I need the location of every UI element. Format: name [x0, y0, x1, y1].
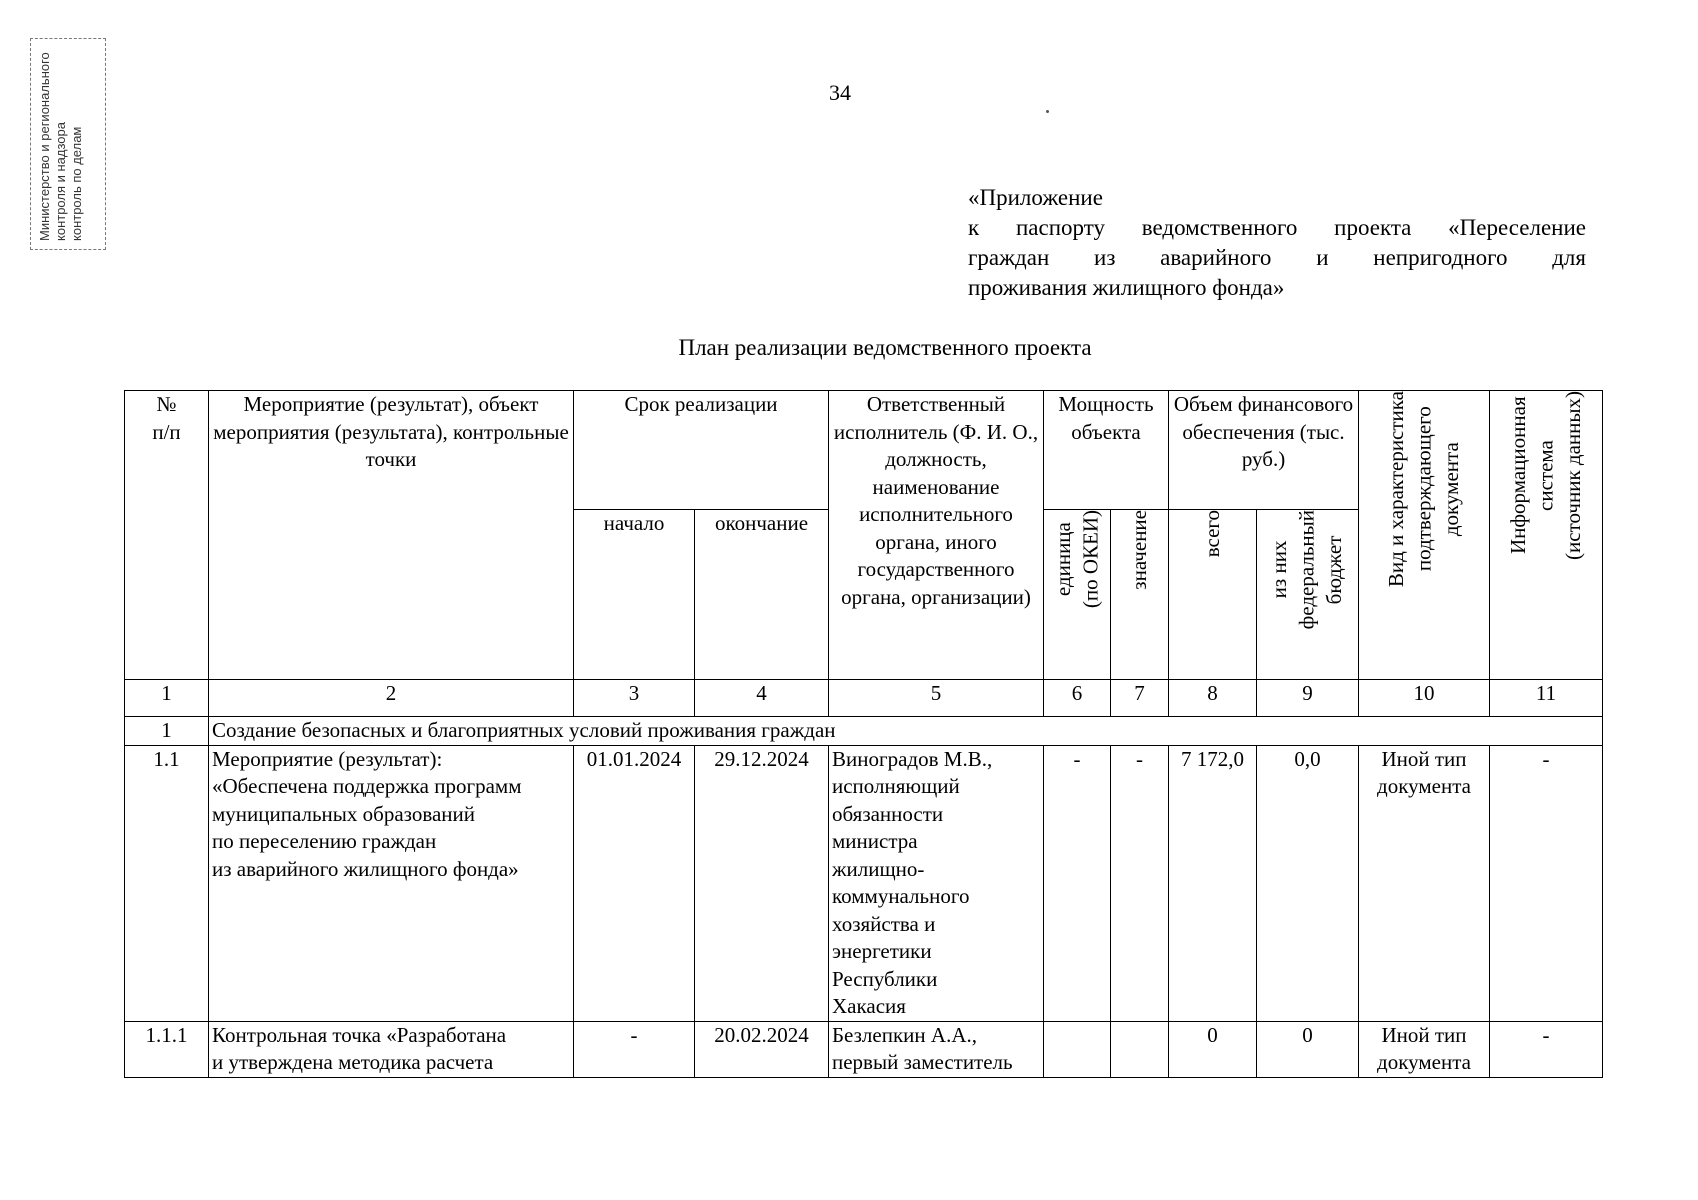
- appendix-line: граждан из аварийного и непригодного для: [968, 245, 1586, 270]
- row-total: 0: [1169, 1021, 1257, 1077]
- row-value: [1111, 1021, 1169, 1077]
- scan-speck: [1046, 110, 1049, 113]
- header-finance-total: всего: [1169, 510, 1257, 680]
- column-number: 4: [695, 680, 829, 717]
- appendix-line: проживания жилищного фонда»: [968, 275, 1285, 300]
- row-unit: [1044, 1021, 1111, 1077]
- header-capacity: Мощность объекта: [1044, 391, 1169, 510]
- appendix-caption: [968, 183, 1586, 303]
- header-finance-federal: из них федеральный бюджет: [1257, 510, 1359, 680]
- column-number: 6: [1044, 680, 1111, 717]
- column-number: 8: [1169, 680, 1257, 717]
- header-info-system: Информационная система (источник данных): [1490, 391, 1603, 680]
- row-federal: 0: [1257, 1021, 1359, 1077]
- document-title: План реализации ведомственного проекта: [678, 335, 1092, 360]
- row-event: Контрольная точка «Разработана и утверждена методика расчета: [209, 1021, 574, 1077]
- header-doc-type: Вид и характеристика подтверждающего документа: [1359, 391, 1490, 680]
- row-info-system: -: [1490, 1021, 1603, 1077]
- row-doc-type: Иной тип документа: [1359, 1021, 1490, 1077]
- header-executor: Ответственный исполнитель (Ф. И. О., должность, наименование исполнительного органа, иного государственного органа, организации): [829, 391, 1044, 680]
- row-total: 7 172,0: [1169, 745, 1257, 1021]
- table-row: [125, 745, 1603, 1021]
- header-term-end: окончание: [695, 510, 829, 680]
- page-number: 34: [829, 80, 851, 105]
- row-info-system: -: [1490, 745, 1603, 1021]
- header-term: Срок реализации: [574, 391, 829, 510]
- table-header-row: [125, 391, 1603, 510]
- implementation-plan-table: [124, 390, 1603, 1078]
- row-event: Мероприятие (результат): «Обеспечена поддержка программ муниципальных образований по переселению граждан из аварийного жилищного фонда»: [209, 745, 574, 1021]
- row-value: -: [1111, 745, 1169, 1021]
- column-number: 2: [209, 680, 574, 717]
- column-number: 1: [125, 680, 209, 717]
- header-term-start: начало: [574, 510, 695, 680]
- row-executor: Безлепкин А.А., первый заместитель: [829, 1021, 1044, 1077]
- section-row: [125, 717, 1603, 746]
- appendix-line: к паспорту ведомственного проекта «Переселение: [968, 215, 1586, 240]
- header-num: № п/п: [125, 391, 209, 680]
- column-number: 10: [1359, 680, 1490, 717]
- column-number: 9: [1257, 680, 1359, 717]
- row-federal: 0,0: [1257, 745, 1359, 1021]
- header-capacity-unit: единица (по ОКЕИ): [1044, 510, 1111, 680]
- registration-stamp: [30, 38, 106, 250]
- row-end-date: 20.02.2024: [695, 1021, 829, 1077]
- row-num: 1.1.1: [125, 1021, 209, 1077]
- appendix-line: «Приложение: [968, 185, 1103, 210]
- row-num: 1.1: [125, 745, 209, 1021]
- row-executor: Виноградов М.В., исполняющий обязанности министра жилищно- коммунального хозяйства и энергетики Республики Хакасия: [829, 745, 1044, 1021]
- column-number: 5: [829, 680, 1044, 717]
- row-doc-type: Иной тип документа: [1359, 745, 1490, 1021]
- header-event: Мероприятие (результат), объект мероприятия (результата), контрольные точки: [209, 391, 574, 680]
- header-finance: Объем финансового обеспечения (тыс. руб.): [1169, 391, 1359, 510]
- column-number-row: [125, 680, 1603, 717]
- table-row: [125, 1021, 1603, 1077]
- row-start-date: 01.01.2024: [574, 745, 695, 1021]
- header-capacity-value: значение: [1111, 510, 1169, 680]
- stamp-line: контроль по делам: [69, 126, 84, 241]
- section-title: Создание безопасных и благоприятных условий проживания граждан: [209, 717, 1603, 746]
- stamp-line: Министерство и регионального: [37, 52, 52, 241]
- stamp-line: контроля и надзора: [53, 122, 68, 241]
- column-number: 7: [1111, 680, 1169, 717]
- row-end-date: 29.12.2024: [695, 745, 829, 1021]
- row-unit: -: [1044, 745, 1111, 1021]
- section-num: 1: [125, 717, 209, 746]
- column-number: 3: [574, 680, 695, 717]
- row-start-date: -: [574, 1021, 695, 1077]
- column-number: 11: [1490, 680, 1603, 717]
